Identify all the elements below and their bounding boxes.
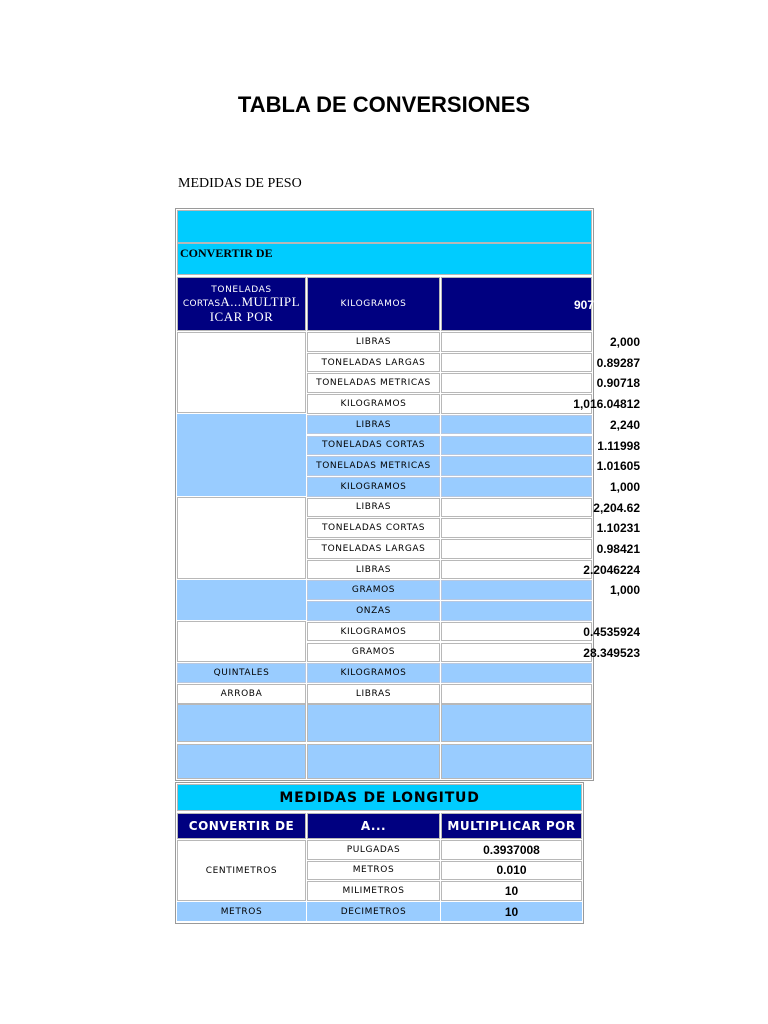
weight-first-row-from-big: A...MULTIPL (220, 293, 301, 309)
weight-row-to: LIBRAS (307, 332, 440, 352)
weight-row-value: 1.11998 (597, 438, 640, 453)
weight-row-to: LIBRAS (307, 415, 440, 435)
weight-row-from: ARROBA (177, 684, 306, 704)
weight-row-value: 2,000 (609, 335, 640, 349)
length-row-value: 10 (441, 881, 582, 901)
weight-row-value-cell (441, 684, 592, 704)
weight-group-block (177, 497, 306, 579)
weight-row-to: GRAMOS (307, 580, 440, 600)
weight-row-value-cell (441, 663, 592, 683)
weight-row-from: QUINTALES (177, 663, 306, 683)
weight-row-value: 0.89287 (596, 355, 640, 370)
weight-row-value: 0.90718 (596, 376, 640, 391)
weight-row-value: 1,016.04812 (573, 397, 640, 412)
weight-empty-cell (177, 704, 306, 742)
weight-empty-cell (441, 744, 592, 779)
weight-row-to: TONELADAS LARGAS (307, 539, 440, 559)
weight-first-row-to: KILOGRAMOS (307, 277, 440, 331)
weight-row-value: 28.349523 (583, 645, 640, 660)
weight-first-row-from: TONELADAS CORTAS A...MULTIPL ICAR POR (177, 277, 306, 331)
page-title: TABLA DE CONVERSIONES (237, 92, 531, 117)
weight-group-block (177, 414, 306, 496)
weight-row-value: 2,240 (609, 417, 640, 432)
weight-empty-cell (441, 704, 592, 742)
weight-first-row-value: 907 (573, 298, 594, 312)
length-header-to: A... (307, 813, 440, 839)
weight-header-label: CONVERTIR DE (180, 245, 273, 260)
weight-row-value: 1,000 (609, 479, 640, 494)
weight-row-to: LIBRAS (307, 684, 440, 704)
weight-row-value: 1.10231 (596, 521, 640, 536)
length-last-to: DECIMETROS (307, 902, 440, 921)
length-row-to: MILIMETROS (307, 881, 440, 901)
weight-row-value: 1,000 (609, 583, 640, 598)
weight-row-to: TONELADAS METRICAS (307, 456, 440, 476)
weight-row-to: TONELADAS CORTAS (307, 518, 440, 538)
weight-row-to: LIBRAS (307, 560, 440, 580)
weight-row-value: 2,204.62 (593, 500, 640, 515)
length-last-from: METROS (177, 902, 306, 921)
weight-row-to: KILOGRAMOS (307, 663, 440, 683)
weight-group-block (177, 332, 306, 413)
length-group-label: CENTIMETROS (177, 840, 306, 901)
weight-row-to: TONELADAS LARGAS (307, 353, 440, 373)
weight-row-to: TONELADAS METRICAS (307, 373, 440, 393)
weight-row-to: LIBRAS (307, 498, 440, 518)
weight-header-row (177, 243, 592, 275)
length-row-to: PULGADAS (307, 840, 440, 860)
weight-empty-cell (177, 744, 306, 779)
weight-row-value-cell (441, 601, 592, 621)
weight-row-to: TONELADAS CORTAS (307, 436, 440, 456)
weight-row-value: 2.2046224 (583, 562, 640, 577)
length-row-value: 0.3937008 (441, 840, 582, 860)
weight-row-to: KILOGRAMOS (307, 394, 440, 414)
weight-row-value: 0.4535924 (583, 624, 640, 639)
weight-header-blank (177, 210, 592, 243)
weight-row-to: ONZAS (307, 601, 440, 621)
weight-row-to: KILOGRAMOS (307, 477, 440, 497)
length-title: MEDIDAS DE LONGITUD (177, 784, 582, 811)
length-last-value: 10 (441, 902, 582, 921)
section-subtitle-weight: MEDIDAS DE PESO (178, 176, 302, 191)
weight-group-block (177, 580, 306, 620)
weight-empty-cell (307, 704, 440, 742)
weight-row-to: KILOGRAMOS (307, 622, 440, 642)
length-header-from: CONVERTIR DE (177, 813, 306, 839)
length-row-value: 0.010 (441, 861, 582, 881)
weight-row-value: 1.01605 (596, 459, 640, 474)
weight-group-block (177, 621, 306, 662)
length-header-multiplier: MULTIPLICAR POR (441, 813, 582, 839)
weight-row-to: GRAMOS (307, 643, 440, 663)
weight-empty-cell (307, 744, 440, 779)
weight-row-value: 0.98421 (596, 542, 640, 556)
length-row-to: METROS (307, 861, 440, 881)
